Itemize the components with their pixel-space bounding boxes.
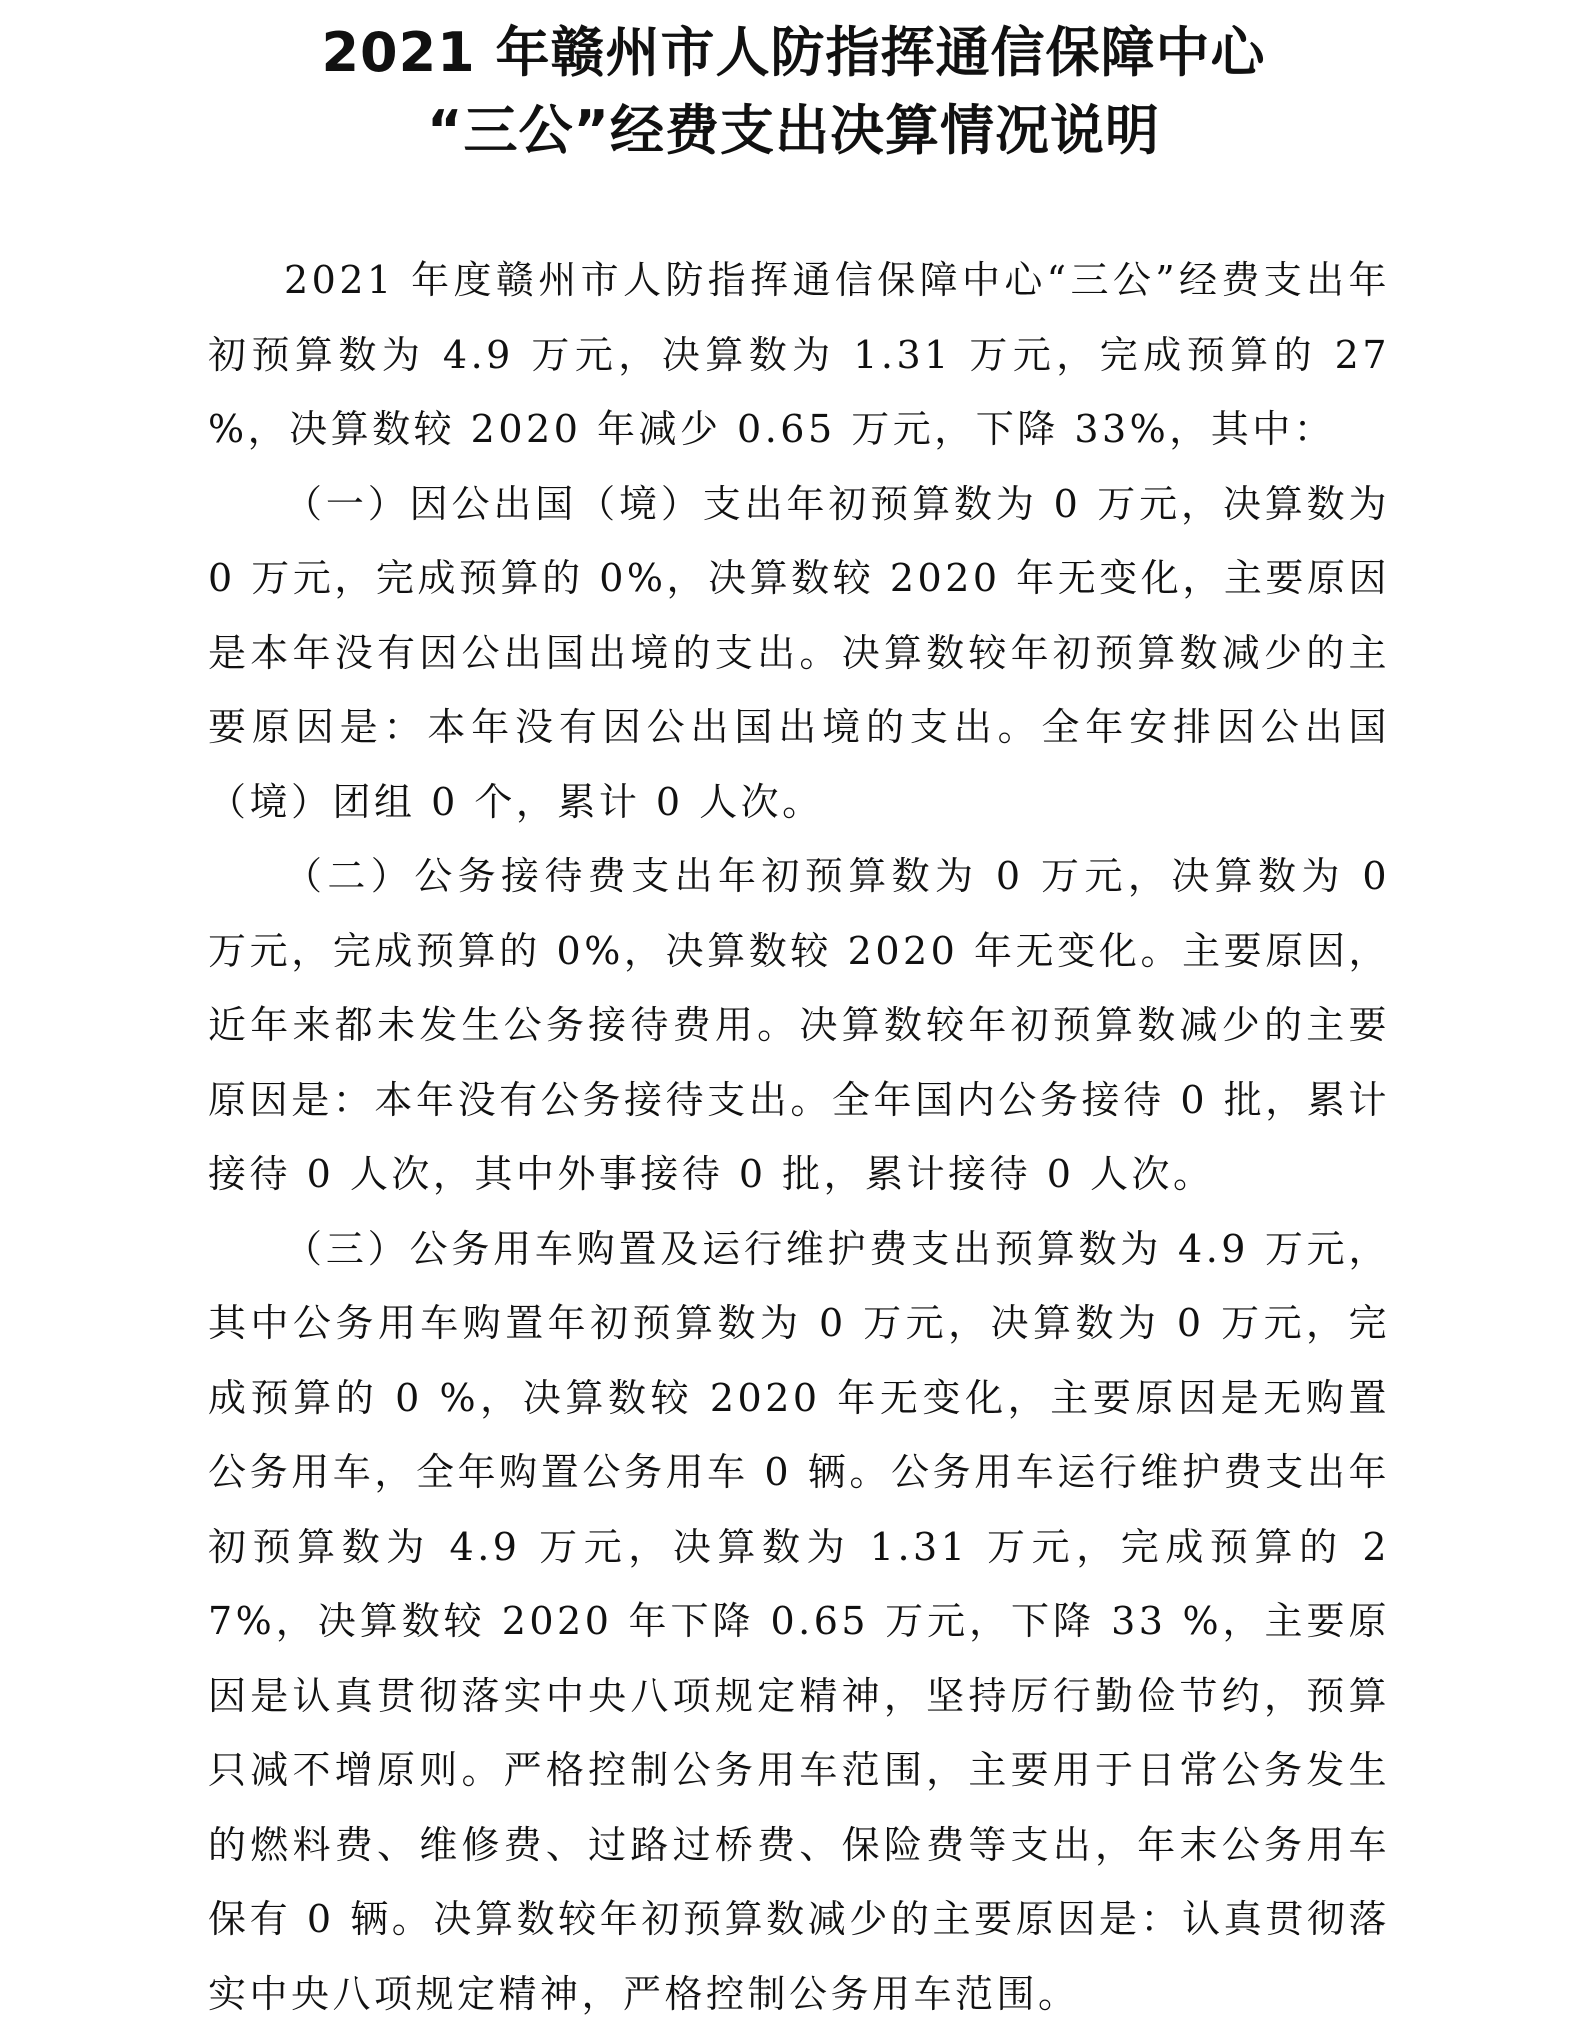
paragraph-overseas-travel: （一）因公出国（境）支出年初预算数为 0 万元，决算数为 0 万元，完成预算的 0%，决算数较 2020 年无变化，主要原因是本年没有因公出国出境的支出。决算数较年初预算数减少的主要原因是：本年没有因公出国出境的支出。全年安排因公出国（境）团组 0 个，累计 0 人次。 (208, 467, 1390, 840)
title-line-1: 2021 年赣州市人防指挥通信保障中心 (0, 14, 1587, 92)
paragraph-official-reception: （二）公务接待费支出年初预算数为 0 万元，决算数为 0 万元，完成预算的 0%，决算数较 2020 年无变化。主要原因，近年来都未发生公务接待费用。决算数较年初预算数减少的主要原因是：本年没有公务接待支出。全年国内公务接待 0 批，累计接待 0 人次，其中外事接待 0 批，累计接待 0 人次。 (208, 839, 1390, 1212)
paragraph-summary: 2021 年度赣州市人防指挥通信保障中心“三公”经费支出年初预算数为 4.9 万元，决算数为 1.31 万元，完成预算的 27 %，决算数较 2020 年减少 0.65 万元，下降 33%，其中： (208, 243, 1390, 467)
document-title (0, 14, 1587, 170)
title-line-2: “三公”经费支出决算情况说明 (0, 92, 1587, 170)
document-body (208, 243, 1390, 2031)
paragraph-official-vehicles: （三）公务用车购置及运行维护费支出预算数为 4.9 万元，其中公务用车购置年初预算数为 0 万元，决算数为 0 万元，完成预算的 0 %，决算数较 2020 年无变化，主要原因是无购置公务用车，全年购置公务用车 0 辆。公务用车运行维护费支出年初预算数为 4.9 万元，决算数为 1.31 万元，完成预算的 27%，决算数较 2020 年下降 0.65 万元，下降 33 %，主要原因是认真贯彻落实中央八项规定精神，坚持厉行勤俭节约，预算只减不增原则。严格控制公务用车范围，主要用于日常公务发生的燃料费、维修费、过路过桥费、保险费等支出，年末公务用车保有 0 辆。决算数较年初预算数减少的主要原因是：认真贯彻落实中央八项规定精神，严格控制公务用车范围。 (208, 1212, 1390, 2031)
